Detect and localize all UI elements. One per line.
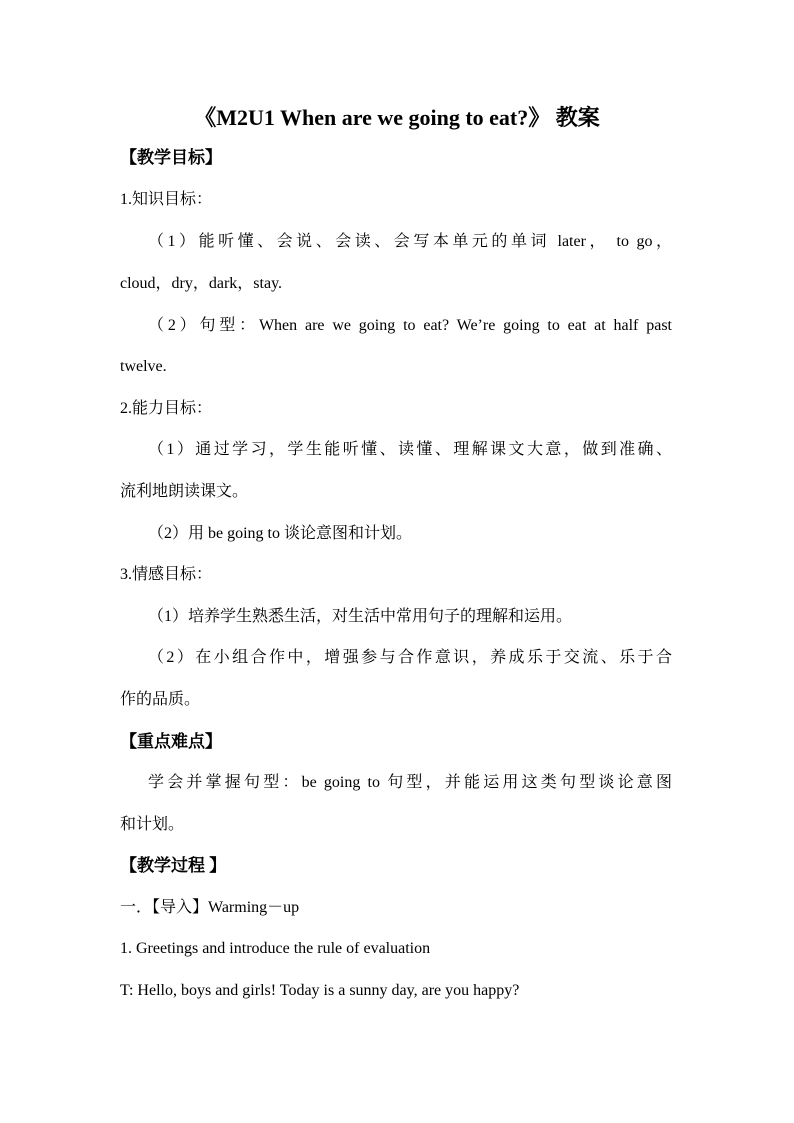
paragraph-line: （1）培养学生熟悉生活，对生活中常用句子的理解和运用。 bbox=[148, 608, 573, 625]
subheading-ability-goals: 2.能力目标： bbox=[120, 400, 213, 417]
paragraph-line: 和计划。 bbox=[120, 816, 185, 833]
paragraph-line: （2）句型：When are we going to eat? We’re going to eat at half past bbox=[148, 317, 672, 334]
dialogue-line: T: Hello, boys and girls! Today is a sunny day, are you happy? bbox=[120, 982, 520, 999]
paragraph-line: （2）在小组合作中，增强参与合作意识，养成乐于交流、乐于合 bbox=[148, 649, 672, 666]
document-title: 《M2U1 When are we going to eat?》 教案 bbox=[194, 105, 600, 130]
section-heading-teaching-goals: 【教学目标】 bbox=[120, 148, 222, 167]
list-item: 1. Greetings and introduce the rule of evaluation bbox=[120, 940, 431, 957]
paragraph-line: （1）能听懂、会说、会读、会写本单元的单词 later， to go， bbox=[148, 233, 672, 250]
paragraph-line: 作的品质。 bbox=[120, 691, 201, 708]
paragraph-line: 流利地朗读课文。 bbox=[120, 483, 249, 500]
paragraph-line: cloud，dry，dark，stay. bbox=[120, 275, 283, 292]
subheading-knowledge-goals: 1.知识目标： bbox=[120, 191, 213, 208]
paragraph-line: 学会并掌握句型：be going to 句型，并能运用这类句型谈论意图 bbox=[148, 774, 672, 791]
section-heading-key-points: 【重点难点】 bbox=[120, 732, 222, 751]
section-heading-teaching-process: 【教学过程 】 bbox=[120, 856, 227, 875]
subheading-emotion-goals: 3.情感目标： bbox=[120, 566, 213, 583]
subheading-warming-up: 一．【导入】Warming－up bbox=[120, 899, 300, 916]
paragraph-line: （2）用 be going to 谈论意图和计划。 bbox=[148, 525, 412, 542]
paragraph-line: （1）通过学习，学生能听懂、读懂、理解课文大意，做到准确、 bbox=[148, 441, 672, 458]
paragraph-line: twelve. bbox=[120, 358, 167, 375]
